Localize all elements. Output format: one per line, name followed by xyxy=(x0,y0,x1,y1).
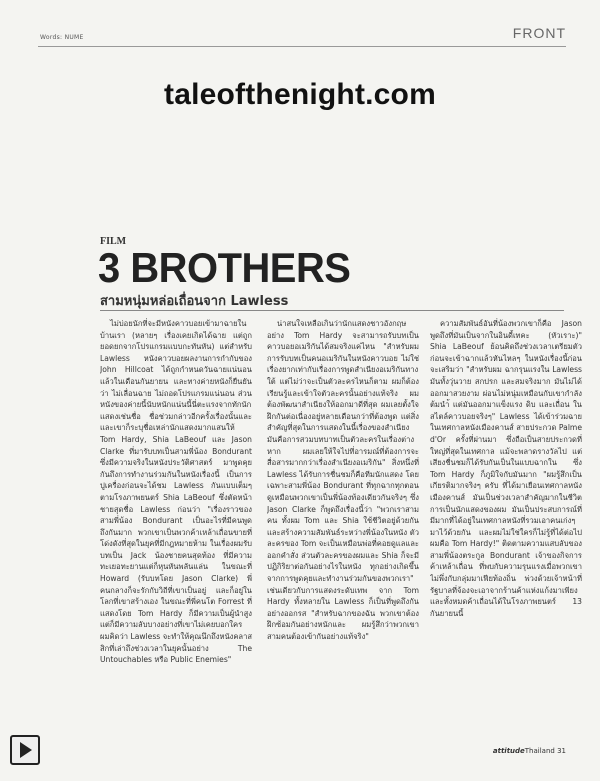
footer-edition: Thailand xyxy=(524,747,555,755)
watermark-text: taleofthenight.com xyxy=(164,78,436,111)
column-1-text: ไม่บ่อยนักที่จะมีหนังคาวบอยเข้ามาฉายในบ้านเรา (หลายๆ เรื่องเคยเกิดได้ฉาย แต่ถูกยอดยกจากโปรแกรมแบบกะทันหัน) แต่สำหรับ Lawless หนังคาวบอยผลงานการกำกับของ John Hillcoat ได้ถูกกำหนดวันฉายแน่นอนแล้วในเดือนกันยายน และทางค่ายหนังก็ยืนยันว่า ไม่เลื่อนฉาย ไม่ถอดโปรแกรมแน่นอน ส่วนหนังของค่ายนี้นับหนักแน่นนี้นี่ตะแรงจากทักนักแสดงเช่นชื่อ ชื่อช่วมกล่าวอีกครั้งเรื่องนั้นและ และเขาก็ระบุชื่อเหล่านักแสดงมากแสนให้ Tom Hardy, Shia LaBeouf และ Jason Clarke ที่มารับบทเป็นสามพี่น้อง Bondurant ซึ่งมีความจริงในหนังประวัติศาสตร์ มาพูดคุยกันถึงการทำงานร่วมกันในหนังเรื่องนี้ เป็นการปูเครื่องก่อนจะได้ชม Lawless กันแบบเต็มๆ ตามโรงภาพยนตร์ Shia LaBeouf ซึ่งตัดหน้าชายสุดชื่อ Lawless ก่อนว่า "เรื่องราวของสามพี่น้อง Bondurant เป็นอะไรที่มีคนพูดถึงกันมาก พวกเขาเป็นพวกค้าเหล้าเถื่อนขายที่โด่งดังที่สุดในยุคที่มีกฎหมายห้าม ในเรื่องผมรับบทเป็น Jack น้องชายคนสุดท้อง ที่มีความทะเยอทะยานแต่ก็หุนหันพลันแล่น ในขณะที่ Howard (รับบทโดย Jason Clarke) พี่คนกลางก็จะรักกับวิถีที่เขาเป็นอยู่ และก็อยู่ในโลกที่เขาสร้างเอง ในขณะที่พี่คนโต Forrest ที่แสดงโดย Tom Hardy ก็มีความเป็นผู้นำสูง แต่ก็มีความลับบางอย่างที่เขาไม่เคยบอกใคร ผมคิดว่า Lawless จะทำให้คุณนึกถึงหนังคลาสสิกที่เล่าถึงช่วงเวลาในยุคนั้นอย่าง The Untouchables หรือ Public Enemies" xyxy=(100,319,252,665)
article-kicker: FILM xyxy=(100,236,127,247)
article-title: 3 BROTHERS xyxy=(98,244,351,291)
subtitle-rule xyxy=(100,310,564,311)
header-rule xyxy=(38,46,566,47)
column-2-text: น่าสนใจเหลือเกินว่านักแสดงชาวอังกฤษอย่าง Tom Hardy จะสามารถรับบทเป็นคาวบอยอเมริกันได้สมจริงแค่ไหน "สำหรับผมการรับบทเป็นคนอเมริกันในหนังคาวบอย ไม่ใช่เรื่องยากเท่ากับเรื่องการพูดสำเนียงอเมริกันทางใต้ แต่ไม่ว่าจะเป็นตัวละครไหนก็ตาม ผมก็ต้องเรียนรู้และเข้าใจตัวละครนั้นอย่างแท้จริง ผมต้องพัฒนาสำเนียงให้ออกมาดีที่สุด ผมเลยตั้งใจฝึกกันต่อเนื่องอยู่หลายเดือนกว่าที่ต้องพูด แต่สิ่งสำคัญที่สุดในการแสดงในนี้เรื่องของสำเนียง มันคือการสวมบทบาทเป็นตัวละครในเรื่องต่างหาก ผมเลยให้ใจไปที่อารมณ์ที่ต้องการจะสื่อสารมากกว่าเรื่องสำเนียงอเมริกัน" สิ่งหนึ่งที่ Lawless ได้รับการชื่นชมก็คือทีมนักแสดง โดยเฉพาะสามพี่น้อง Bondurant ที่ทุกฉากทุกตอนดูเหมือนพวกเขาเป็นพี่น้องท้องเดียวกันจริงๆ ซึ่ง Jason Clarke ก็พูดถึงเรื่องนี้ว่า "พวกเราสามคน ทั้งผม Tom และ Shia ใช้ชีวิตอยู่ด้วยกันและสร้างความสัมพันธ์ระหว่างพี่น้องในหนัง ตัวละครของ Tom จะเป็นเหมือนพ่อที่คอยดูแลและออกคำสั่ง ส่วนตัวละครของผมและ Shia ก็จะมีปฏิกิริยาต่อกันอย่างไรในหนัง ทุกอย่างเกิดขึ้นจากการพูดคุยและทำงานร่วมกันของพวกเรา" เช่นเดียวกับการแสดงระดับเทพ จาก Tom Hardy ทั้งหลายใน Lawless ก็เป็นที่พูดถึงกันอย่างออกรส "สำหรับฉากของฉัน พวกเขาต้องฝึกซ้อมกันอย่างหนักและ ผมรู้สึกว่าพวกเขาสามคนต้องเข้ากันอย่างแท้จริง" xyxy=(267,319,419,642)
article-subtitle: สามหนุ่มหล่อเถื่อนจาก Lawless xyxy=(100,294,289,309)
body-column-1 xyxy=(100,318,252,728)
body-column-3 xyxy=(430,318,582,728)
play-icon[interactable] xyxy=(10,735,40,765)
footer-brand: attitude xyxy=(492,747,525,755)
body-column-2 xyxy=(267,318,419,728)
page-footer xyxy=(493,747,566,755)
section-label: FRONT xyxy=(512,25,566,41)
page-number: 31 xyxy=(557,747,566,755)
column-3-text: ความสัมพันธ์อันที่น้องพวกเขาก็คือ Jason พูดถึงที่มันเป็นจากในอินดี้เทคะ (หัวเราะ)" Shia LaBeouf ย้อนคิดถึงช่วงเวลาเตรียมตัวก่อนจะเข้าฉากแล้วหันไหลๆ ในหนังเรื่องนี้ก่อนจะเสริมว่า "สำหรับผม ฉากรุนแรงใน Lawless มันทั้งวุ่นวาย สกปรก และสมจริงมาก มันไม่ได้ออกมาสวยงาม ผ่อนไม่หนุ่มเหมือนกับเขากำลังต้มนำ้ แต่มันออกมาแข็งแรง ดิบ และเถื่อน ในสไตล์คาวบอยจริงๆ" Lawless ได้เข้าร่วมฉายในเทศกาลหนังเมืองคานส์ สายประกวด Palme d'Or ครั้งที่ผ่านมา ซึ่งถือเป็นสายประกวดที่ใหญ่ที่สุดในเทศกาล แม้จะพลาดรางวัลไป แต่เสียงชื่นชมก็ได้รับกันเป็นในแบบฉากใน ซึ่ง Tom Hardy ก็ภูมิใจกับมันมาก "ผมรู้สึกเป็นเกียรติมากจริงๆ ครับ ที่ได้มาเยือนเทศกาลหนังเมืองคานส์ มันเป็นช่วงเวลาสำคัญมากในชีวิตการเป็นนักแสดงของผม มันเป็นประสบการณ์ที่มีมากที่ได้อยู่ในเทศกาลหนังที่รวมเอาคนเก่งๆ มาไว้ด้วยกัน และผมไม่ใช่ใครก็ไม่รู้ที่ได้ต่อไปผมคือ Tom Hardy!" ติดตามความแสบลับของสามพี่น้องตระกูล Bondurant เจ้าของกิจการค้าเหล้าเถื่อน ที่พบกับความรุนแรงเมื่อพวกเขาไม่พึ่งกับกลุ่มมาเฟียท้องถิ่น พ่วงด้วยเจ้าหน้าที่รัฐบาลที่จ้องจะเอาจากร้านค้าแห่งแก้งมาเพียงและทั้งหมดค้าเถื่อนได้ในโรงภาพยนตร์ 13 กันยายนนี้ xyxy=(430,319,582,618)
byline: Words: NUME xyxy=(40,34,84,41)
